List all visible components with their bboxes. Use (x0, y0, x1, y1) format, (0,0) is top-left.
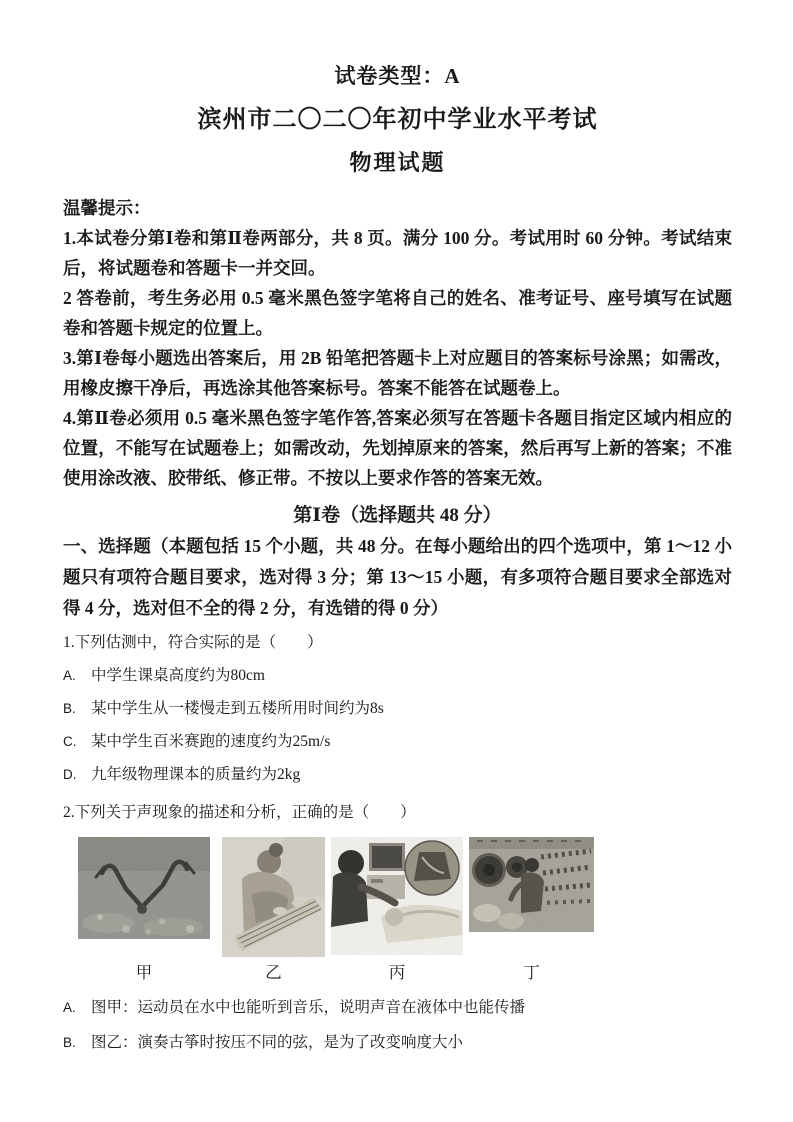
exam-type-line: 试卷类型：A (334, 64, 461, 88)
option-text: 图甲：运动员在水中也能听到音乐，说明声音在液体中也能传播 (91, 999, 526, 1016)
part1-instructions: 一、选择题（本题包括 15 个小题，共 48 分。在每小题给出的四个选项中，第 1～12 小题只有项符合题目要求，选对得 3 分；第 13～15 小题，有多项符合题目要求全部选对得 4 分，选对但不全的得 2 分，有选错的得 0 分） (63, 536, 732, 618)
question-1-option-c (63, 732, 732, 752)
question-1-option-b (63, 699, 732, 719)
notice-item-3: 3.第Ⅰ卷每小题选出答案后，用 2B 铅笔把答题卡上对应题目的答案标号涂黑；如需改，用橡皮擦干净后，再选涂其他答案标号。答案不能答在试题卷上。 (63, 348, 732, 398)
exam-header (63, 62, 732, 178)
question-2-stem: 2.下列关于声现象的描述和分析，正确的是（ ） (63, 804, 416, 821)
option-text: 某中学生百米赛跑的速度约为25m/s (91, 733, 331, 750)
figure-jia (78, 837, 210, 983)
swimmers-image (78, 837, 210, 939)
option-text: 某中学生从一楼慢走到五楼所用时间约为8s (91, 700, 384, 717)
option-text: 中学生课桌高度约为80cm (91, 667, 265, 684)
notice-section (63, 193, 732, 493)
figure-bing-label: 丙 (388, 963, 406, 982)
textile-factory-photo (469, 837, 594, 959)
option-letter: D. (63, 767, 77, 782)
option-letter: A. (63, 1000, 76, 1015)
question-2-figures (78, 837, 732, 983)
notice-item-2: 2 答卷前，考生务必用 0.5 毫米黑色签字笔将自己的姓名、准考证号、座号填写在试题卷和答题卡规定的位置上。 (63, 288, 732, 338)
factory-image (469, 837, 594, 932)
figure-ding (469, 837, 594, 983)
question-1-option-a (63, 666, 732, 686)
exam-title: 滨州市二〇二〇年初中学业水平考试 (197, 107, 598, 133)
question-2-option-a (63, 998, 732, 1018)
notice-item-4: 4.第Ⅱ卷必须用 0.5 毫米黑色签字笔作答,答案必须写在答题卡各题目指定区域内相应的位置，不能写在试题卷上；如需改动，先划掉原来的答案，然后再写上新的答案；不准使用涂改液、胶带纸、修正带。不按以上要求作答的答案无效。 (63, 408, 732, 488)
question-2-option-b (63, 1033, 732, 1053)
option-letter: B. (63, 1035, 76, 1050)
figure-yi (222, 837, 325, 983)
option-text: 图乙：演奏古筝时按压不同的弦，是为了改变响度大小 (91, 1034, 464, 1051)
b-ultrasound-exam-photo (331, 837, 463, 959)
question-1-stem: 1.下列估测中，符合实际的是（ ） (63, 634, 323, 651)
exam-subject-title: 物理试题 (349, 150, 446, 175)
option-text: 九年级物理课本的质量约为2kg (91, 766, 301, 783)
synchronized-swimming-photo (78, 837, 210, 959)
option-letter: B. (63, 701, 76, 716)
question-1-option-d (63, 765, 732, 785)
ultrasound-image (331, 837, 463, 955)
figure-yi-label: 乙 (265, 963, 282, 982)
option-letter: C. (63, 734, 77, 749)
notice-item-1: 1.本试卷分第Ⅰ卷和第Ⅱ卷两部分，共 8 页。满分 100 分。考试用时 60 分钟。考试结束后，将试题卷和答题卡一并交回。 (63, 228, 732, 278)
part1-header: 第Ⅰ卷（选择题共 48 分） (293, 505, 502, 526)
notice-heading: 温馨提示： (63, 198, 151, 218)
figure-jia-label: 甲 (135, 963, 153, 982)
figure-ding-label: 丁 (523, 963, 540, 982)
guzheng-image (222, 837, 325, 957)
figure-bing (331, 837, 463, 983)
question-1 (63, 633, 732, 785)
option-letter: A. (63, 668, 76, 683)
guzheng-player-photo (222, 837, 325, 959)
question-2 (63, 803, 732, 1053)
